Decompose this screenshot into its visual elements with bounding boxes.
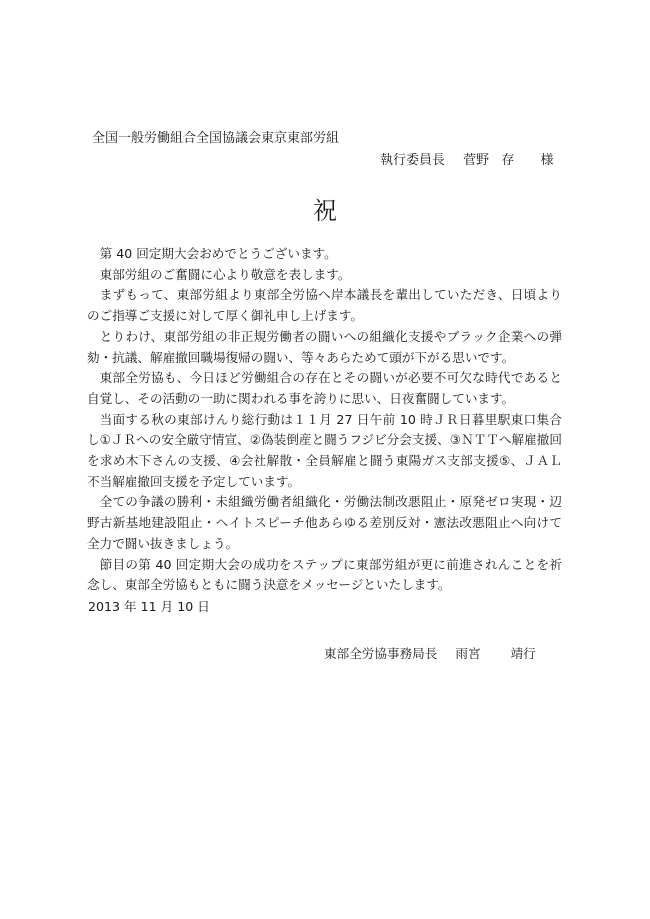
- body-paragraph: 節目の第 40 回定期大会の成功をステップに東部労組が更に前進されんことを祈念し、東部全労協もともに闘う決意をメッセージといたします。: [87, 556, 562, 593]
- body-paragraph: 全ての争議の勝利・未組織労働者組織化・労働法制改悪阻止・原発ゼロ実現・辺野古新基地建設阻止・ヘイトスピーチ他あらゆる差別反対・憲法改悪阻止へ向けて全力で闘い抜きましょう。: [87, 494, 562, 551]
- addressee-role: 執行委員長: [380, 153, 446, 168]
- letter-body: [87, 244, 562, 596]
- signature-given-name: 靖行: [510, 646, 536, 661]
- congratulation-heading: 祝: [313, 197, 337, 225]
- addressee-honorific: 様: [540, 153, 554, 168]
- signature-family-name: 雨宮: [455, 646, 481, 661]
- signature: [324, 645, 536, 663]
- signature-role: 東部全労協事務局長: [324, 646, 438, 661]
- body-paragraph: 第 40 回定期大会おめでとうございます。: [99, 246, 337, 261]
- body-paragraph: 東部労組のご奮闘に心より敬意を表します。: [99, 266, 351, 282]
- body-paragraph: 当面する秋の東部けんり総行動は１１月 27 日午前 10 時ＪＲ日暮里駅東口集合し①ＪＲへの安全厳守情宣、②偽装倒産と闘うフジビ分会支援、③ＮＴＴへ解雇撤回を求め木下さんの支援、④会社解散・全員解雇と闘う東陽ガス支部支援⑤、ＪＡＬ不当解雇撤回支援を予定しています。: [87, 411, 562, 489]
- addressee-organization: 全国一般労働組合全国協議会東京東部労組: [92, 131, 340, 146]
- body-paragraph: とりわけ、東部労組の非正規労働者の闘いへの組織化支援やブラック企業への弾劾・抗議、解雇撤回職場復帰の闘い、等々あらためて頭が下がる思いです。: [87, 328, 562, 365]
- body-paragraph: 東部全労協も、今日ほど労働組合の存在とその闘いが必要不可欠な時代であると自覚し、その活動の一助に関われる事を誇りに思い、日夜奮闘しています。: [87, 370, 562, 406]
- body-paragraph: まずもって、東部労組より東部全労協へ岸本議長を輩出していただき、日頃よりのご指導ご支援に対して厚く御礼申し上げます。: [87, 287, 562, 324]
- letter-date: 2013 年 11 月 10 日: [88, 599, 210, 614]
- addressee-family-name: 菅野: [463, 153, 490, 168]
- addressee-person: [380, 152, 553, 170]
- addressee-given-name: 存: [501, 153, 515, 168]
